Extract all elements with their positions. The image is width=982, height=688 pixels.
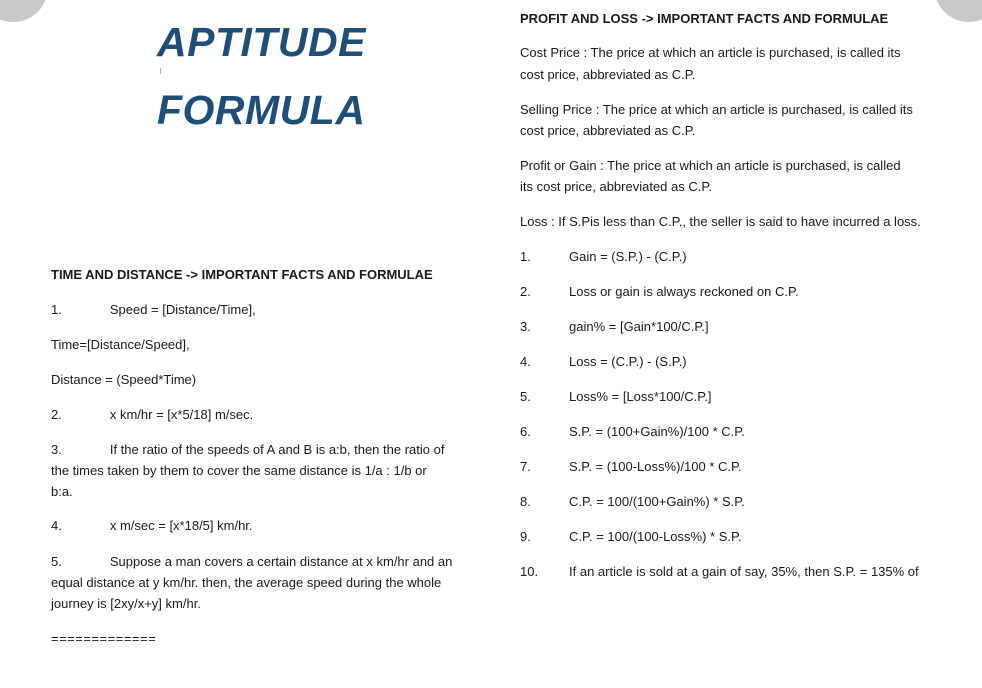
td-item-1-text: Speed = [Distance/Time],: [109, 302, 256, 317]
td-item-1-num: 1.: [51, 302, 62, 317]
td-item-5-num: 5.: [51, 554, 62, 569]
td-item-4-num: 4.: [51, 518, 62, 533]
td-item-5-line2: equal distance at y km/hr. then, the average speed during the whole: [51, 575, 442, 590]
td-item-4: [51, 515, 253, 537]
pl-def-cost-price-line1: Cost Price : The price at which an article is purchased, is called its: [520, 45, 901, 60]
pl-formula-2-num: 2.: [520, 284, 531, 299]
td-item-3-line3: b:a.: [51, 484, 73, 499]
pl-formula-10-text: If an article is sold at a gain of say, 35%, then S.P. = 135% of: [569, 564, 919, 579]
pl-formula-2-text: Loss or gain is always reckoned on C.P.: [569, 284, 799, 299]
pl-formula-1-text: Gain = (S.P.) - (C.P.): [569, 249, 687, 264]
pl-formula-6-num: 6.: [520, 424, 531, 439]
separator-line: =============: [51, 631, 157, 646]
td-item-distance: Distance = (Speed*Time): [51, 372, 197, 387]
td-item-5-line3: journey is [2xy/x+y] km/hr.: [51, 596, 201, 611]
pl-formula-9-text: C.P. = 100/(100-Loss%) * S.P.: [569, 529, 742, 544]
pl-formula-6-text: S.P. = (100+Gain%)/100 * C.P.: [569, 424, 745, 439]
title-tick-mark: [160, 68, 161, 74]
profit-loss-heading: PROFIT AND LOSS -> IMPORTANT FACTS AND FORMULAE: [520, 11, 889, 26]
td-item-5-text: Suppose a man covers a certain distance at x km/hr and an: [109, 554, 453, 569]
td-item-5-line1: [51, 551, 452, 573]
corner-decoration-left: [0, 0, 48, 22]
td-item-3-num: 3.: [51, 442, 62, 457]
td-item-3-line2: the times taken by them to cover the same distance is 1/a : 1/b or: [51, 463, 427, 478]
td-item-2: [51, 404, 253, 426]
pl-formula-8-num: 8.: [520, 494, 531, 509]
pl-formula-9-num: 9.: [520, 529, 531, 544]
pl-formula-8-text: C.P. = 100/(100+Gain%) * S.P.: [569, 494, 745, 509]
corner-decoration-right: [934, 0, 982, 22]
pl-def-profit-line1: Profit or Gain : The price at which an article is purchased, is called: [520, 158, 901, 173]
title-line-1: APTITUDE: [157, 19, 366, 65]
pl-formula-7-num: 7.: [520, 459, 531, 474]
pl-def-loss: Loss : If S.Pis less than C.P., the seller is said to have incurred a loss.: [520, 214, 921, 229]
td-item-time: Time=[Distance/Speed],: [51, 337, 190, 352]
title-line-2: FORMULA: [157, 87, 366, 133]
pl-formula-5-num: 5.: [520, 389, 531, 404]
td-item-4-text: x m/sec = [x*18/5] km/hr.: [109, 518, 253, 533]
pl-formula-10-num: 10.: [520, 564, 539, 579]
pl-def-profit-line2: its cost price, abbreviated as C.P.: [520, 179, 712, 194]
td-item-2-num: 2.: [51, 407, 62, 422]
time-distance-heading: TIME AND DISTANCE -> IMPORTANT FACTS AND FORMULAE: [51, 267, 433, 282]
pl-formula-4-num: 4.: [520, 354, 531, 369]
pl-def-selling-price-line2: cost price, abbreviated as C.P.: [520, 123, 696, 138]
pl-formula-7-text: S.P. = (100-Loss%)/100 * C.P.: [569, 459, 742, 474]
td-item-1: [51, 299, 256, 321]
pl-def-cost-price-line2: cost price, abbreviated as C.P.: [520, 67, 696, 82]
pl-formula-4-text: Loss = (C.P.) - (S.P.): [569, 354, 687, 369]
pl-def-selling-price-line1: Selling Price : The price at which an article is purchased, is called its: [520, 102, 913, 117]
pl-formula-3-num: 3.: [520, 319, 531, 334]
td-item-3-line1: [51, 439, 444, 461]
pl-formula-3-text: gain% = [Gain*100/C.P.]: [569, 319, 709, 334]
td-item-2-text: x km/hr = [x*5/18] m/sec.: [109, 407, 254, 422]
pl-formula-5-text: Loss% = [Loss*100/C.P.]: [569, 389, 712, 404]
pl-formula-1-num: 1.: [520, 249, 531, 264]
td-item-3-text: If the ratio of the speeds of A and B is a:b, then the ratio of: [109, 442, 445, 457]
